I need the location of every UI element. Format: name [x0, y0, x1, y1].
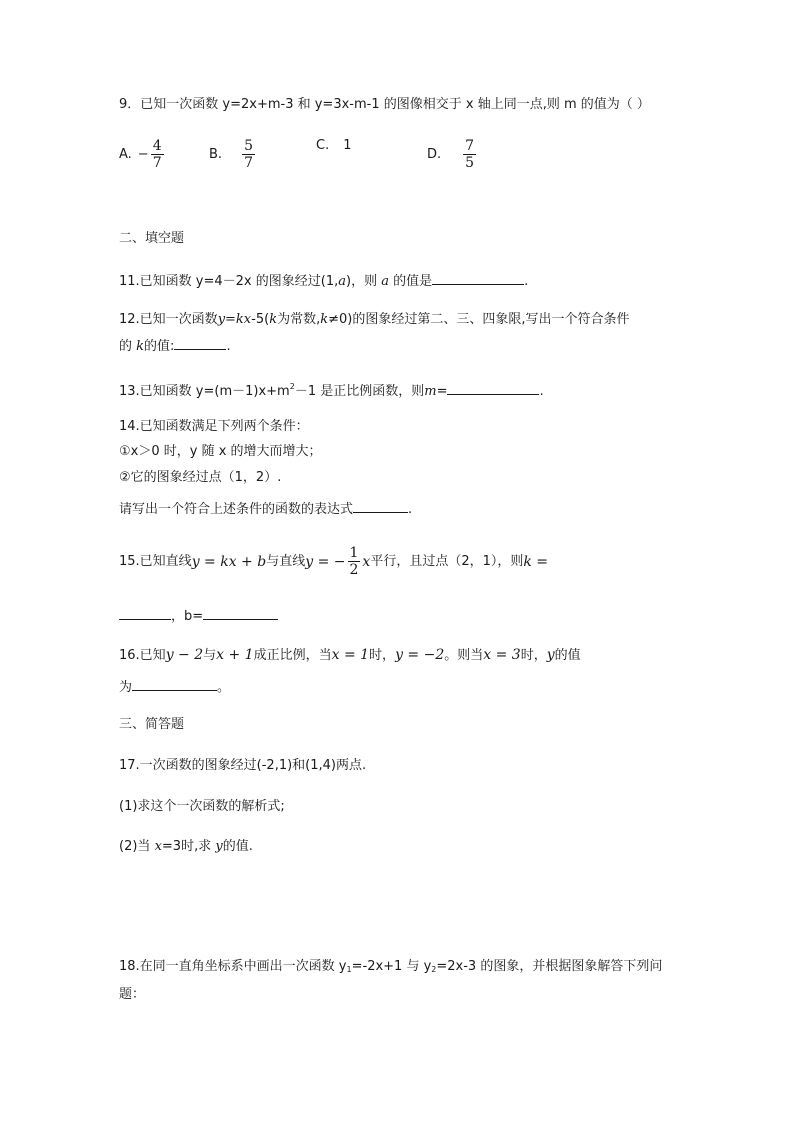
- q14-answer-blank[interactable]: [353, 499, 408, 513]
- option-c: [316, 138, 352, 153]
- q16-text-d: 时，: [369, 648, 396, 663]
- q12-k1: k: [269, 312, 278, 327]
- section-3-title: 三、简答题: [119, 717, 185, 732]
- option-a-denominator: 7: [152, 155, 162, 171]
- question-14-line-1: 14.已知函数满足下列两个条件：: [119, 419, 309, 434]
- q13-text-c: =: [436, 384, 448, 399]
- option-c-value: 1: [343, 138, 352, 153]
- question-17-line-3: [119, 838, 253, 856]
- option-b-label: B.: [209, 147, 223, 162]
- option-a-label: A.: [119, 147, 132, 162]
- q18-text-c: =2x-3 的图象，并根据图象解答下列问: [436, 959, 663, 974]
- q13-end: .: [539, 384, 544, 399]
- q12-k2: k: [320, 312, 329, 327]
- q11-text-b: )，则: [346, 274, 378, 289]
- question-15-line-2: [119, 606, 278, 626]
- q12-text-d: ≠0)的图象经过第二、三、四象限,写出一个符合条件: [328, 312, 630, 327]
- q16-answer-blank[interactable]: [132, 677, 217, 691]
- q14-line4-text: 请写出一个符合上述条件的函数的表达式: [119, 502, 354, 517]
- q15-frac-num: 1: [349, 545, 359, 561]
- option-b-denominator: 7: [244, 155, 253, 171]
- q17-line3-y: y: [215, 839, 223, 854]
- q12-line2-b: 的值:: [144, 339, 175, 354]
- q16-e1: y − 2: [165, 647, 204, 663]
- option-d-numerator: 7: [465, 138, 475, 154]
- option-b-numerator: 5: [244, 138, 253, 154]
- question-14-line-3: ②它的图象经过点（1，2）.: [119, 470, 282, 485]
- q15-text-b: 与直线: [266, 553, 306, 569]
- q18-text-a: 18.在同一直角坐标系中画出一次函数 y: [119, 959, 347, 974]
- q11-text-a: 11.已知函数 y=4－2x 的图象经过(1,: [119, 274, 339, 289]
- q15-eq2-x: x: [362, 553, 371, 570]
- q13-m: m: [424, 384, 437, 399]
- q11-end: .: [524, 274, 529, 289]
- q17-line3-b: =3时,求: [161, 839, 212, 854]
- q12-text-b: -5(: [251, 312, 270, 327]
- q11-var-b: a: [381, 274, 389, 289]
- q15-frac-den: 2: [349, 562, 359, 578]
- q16-text-g: 的值: [554, 648, 581, 663]
- question-14-line-2: ①x＞0 时，y 随 x 的增大而增大；: [119, 444, 322, 459]
- q16-text-e: 。则当: [444, 648, 484, 663]
- q12-eq: y=kx: [217, 312, 252, 327]
- option-d: [427, 138, 478, 171]
- question-13: [119, 378, 544, 401]
- q16-e3: x = 1: [331, 647, 370, 663]
- q12-text-a: 12.已知一次函数: [119, 312, 218, 327]
- q18-sub2: 2: [431, 965, 437, 974]
- q15-k-blank[interactable]: [119, 606, 171, 620]
- option-d-label: D.: [427, 147, 442, 162]
- option-a-fraction: [151, 138, 164, 171]
- q13-answer-blank[interactable]: [447, 381, 539, 395]
- option-a: [119, 138, 166, 171]
- q17-line3-c: 的值.: [222, 839, 253, 854]
- q16-text-a: 16.已知: [119, 648, 166, 663]
- q12-end: .: [226, 339, 231, 354]
- option-a-sign: −: [137, 147, 149, 162]
- section-2-title: 二、填空题: [119, 231, 185, 246]
- q16-e4: y = −2: [395, 647, 445, 663]
- q11-var-a: a: [338, 274, 347, 289]
- q15-eq1: y = kx + b: [191, 553, 267, 570]
- q16-e2: x + 1: [216, 647, 254, 663]
- q12-answer-blank[interactable]: [174, 336, 226, 350]
- q16-text-b: 与: [203, 648, 217, 663]
- question-16-line-1: [119, 646, 581, 665]
- q18-sub1: 1: [346, 965, 352, 974]
- question-11: [119, 271, 528, 291]
- q17-line3-a: (2)当: [119, 839, 151, 854]
- q16-text-c: 成正比例，当: [253, 648, 332, 663]
- q16-e6: y: [546, 647, 555, 663]
- q13-sup: 2: [289, 382, 295, 391]
- option-d-fraction: [463, 138, 476, 171]
- option-a-numerator: 4: [152, 138, 162, 154]
- q15-k-eq: k =: [523, 553, 549, 570]
- q13-text-b: －1 是正比例函数，则: [294, 384, 425, 399]
- question-17-line-2: (1)求这个一次函数的解析式;: [119, 799, 285, 814]
- q11-answer-blank[interactable]: [432, 271, 524, 285]
- option-b: [209, 138, 257, 171]
- q16-e5: x = 3: [483, 647, 521, 663]
- q12-line2-a: 的: [119, 339, 133, 354]
- q15-text-c: 平行，且过点（2，1），则: [370, 553, 524, 569]
- q16-text-f: 时，: [520, 648, 547, 663]
- q13-text-a: 13.已知函数 y=(m－1)x+m: [119, 384, 290, 399]
- question-9-stem: 9．已知一次函数 y=2x+m-3 和 y=3x-m-1 的图像相交于 x 轴上同一点,则 m 的值为（ ）: [119, 97, 650, 112]
- q11-text-c: 的值是: [393, 274, 433, 289]
- q15-b-blank[interactable]: [203, 606, 278, 620]
- question-15-line-1: [119, 545, 548, 578]
- q15-line2-mid: ，b=: [171, 609, 204, 624]
- q16-line2-a: 为: [119, 680, 133, 695]
- q14-end: .: [408, 502, 413, 517]
- q17-line3-x: x: [154, 839, 162, 854]
- question-18-line-2: 题：: [119, 987, 146, 1002]
- question-18-line-1: [119, 958, 662, 979]
- option-b-fraction: [242, 138, 255, 171]
- question-16-line-2: [119, 677, 230, 697]
- question-14-line-4: [119, 499, 412, 519]
- option-d-denominator: 5: [465, 155, 475, 171]
- option-c-label: C.: [316, 138, 330, 153]
- q12-text-c: 为常数,: [277, 312, 321, 327]
- q15-fraction: [348, 545, 361, 578]
- question-17-line-1: 17.一次函数的图象经过(-2,1)和(1,4)两点.: [119, 758, 367, 773]
- question-12-line-2: [119, 336, 231, 356]
- q16-line2-b: 。: [217, 680, 231, 695]
- q12-k3: k: [136, 339, 145, 354]
- q15-text-a: 15.已知直线: [119, 553, 192, 569]
- question-12-line-1: [119, 311, 629, 329]
- q18-text-b: =-2x+1 与 y: [351, 959, 432, 974]
- q15-eq2: y = −: [305, 553, 346, 570]
